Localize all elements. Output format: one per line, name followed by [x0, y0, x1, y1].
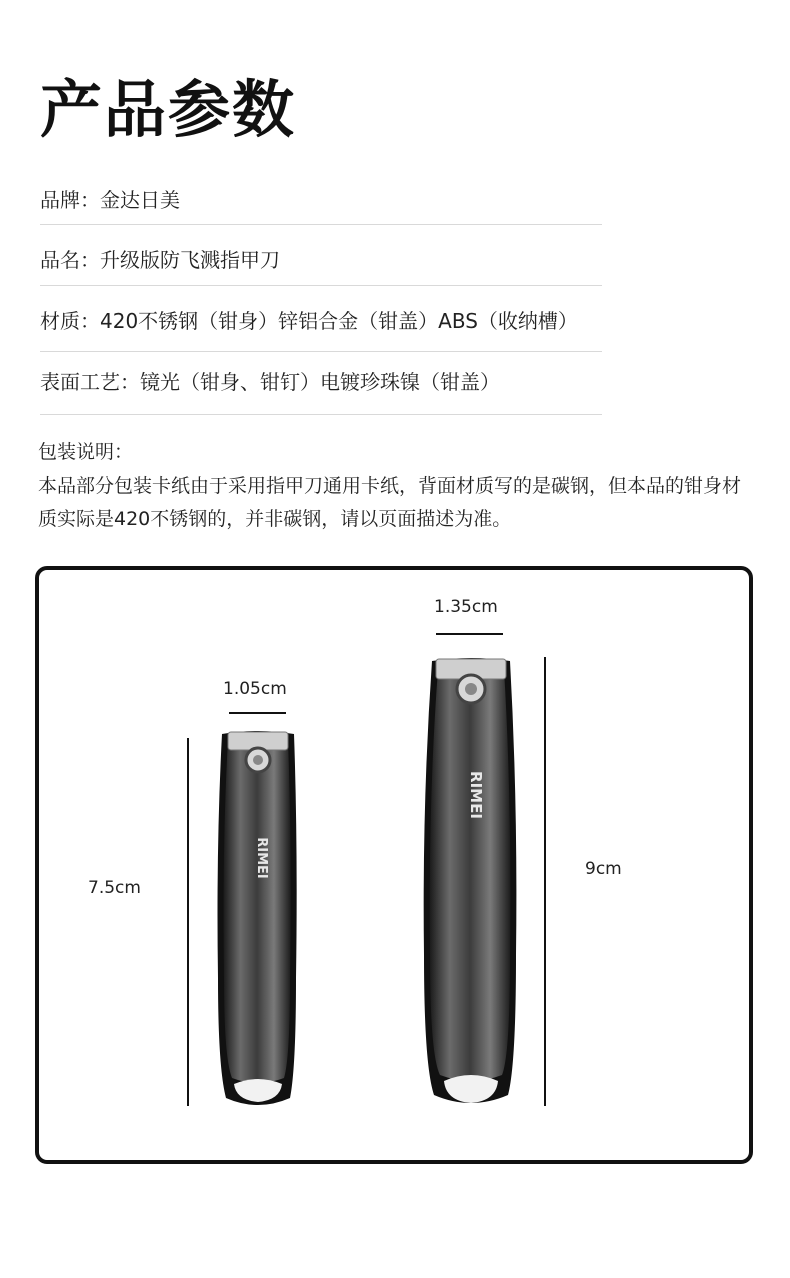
- divider: [40, 351, 602, 352]
- packaging-note-label: 包装说明：: [38, 441, 134, 463]
- divider: [40, 224, 602, 225]
- spec-brand: [40, 184, 602, 213]
- spec-brand-label: 品牌：: [40, 188, 100, 212]
- spec-product-name-label: 品名：: [40, 248, 100, 272]
- small-nail-clipper-image: [214, 728, 302, 1110]
- spec-material: [40, 305, 602, 334]
- divider: [40, 414, 602, 415]
- spec-surface: [40, 366, 602, 395]
- large-height-label: 9cm: [585, 859, 622, 879]
- small-width-label: 1.05cm: [223, 679, 287, 699]
- large-width-label: 1.35cm: [434, 597, 498, 617]
- large-nail-clipper-image: [418, 655, 524, 1110]
- large-width-line: [436, 633, 503, 635]
- small-width-line: [229, 712, 286, 714]
- spec-surface-label: 表面工艺：: [40, 370, 140, 394]
- small-height-label: 7.5cm: [88, 878, 141, 898]
- spec-product-name: [40, 244, 602, 273]
- small-height-line: [187, 738, 189, 1106]
- spec-product-name-value: 升级版防飞溅指甲刀: [100, 248, 280, 272]
- page-title: 产品参数: [40, 73, 297, 146]
- small-brand-text: RIMEI: [254, 837, 269, 879]
- spec-brand-value: 金达日美: [100, 188, 180, 212]
- spec-material-label: 材质：: [40, 309, 100, 333]
- large-height-line: [544, 657, 546, 1106]
- large-brand-text: RIMEI: [467, 771, 485, 819]
- spec-material-value: 420不锈钢（钳身）锌铝合金（钳盖）ABS（收纳槽）: [100, 309, 578, 333]
- packaging-note-text: 本品部分包装卡纸由于采用指甲刀通用卡纸，背面材质写的是碳钢，但本品的钳身材质实际是420不锈钢的，并非碳钢，请以页面描述为准。: [38, 475, 742, 530]
- divider: [40, 285, 602, 286]
- spec-surface-value: 镜光（钳身、钳钉）电镀珍珠镍（钳盖）: [140, 370, 500, 394]
- product-dimension-panel: [35, 566, 753, 1164]
